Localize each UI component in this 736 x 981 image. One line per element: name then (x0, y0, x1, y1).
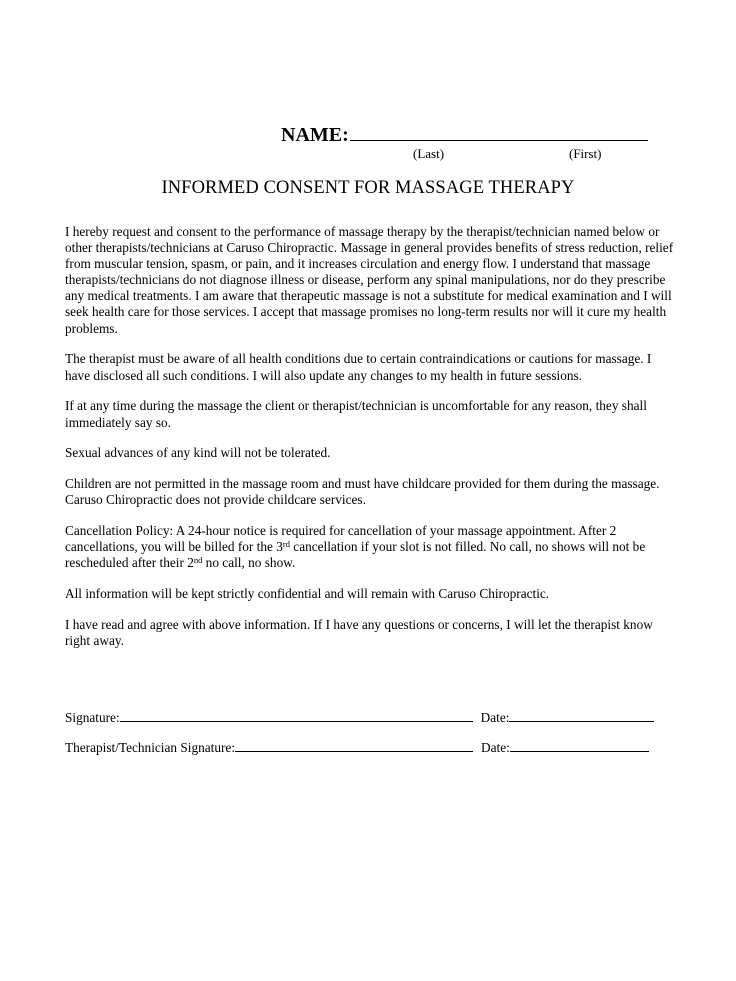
date-line[interactable] (509, 710, 654, 722)
paragraph-children: Children are not permitted in the massage room and must have childcare provided for them during the massage. Caruso Chiropractic does not provide childcare services. (65, 476, 660, 508)
name-label: NAME: (281, 124, 349, 146)
paragraph-health-conditions: The therapist must be aware of all health conditions due to certain contraindications or cautions for massage. I have disclosed all such conditions. I will also update any changes to my health in future sessions. (65, 351, 652, 383)
name-blank-line[interactable] (350, 124, 648, 141)
therapist-signature-label: Therapist/Technician Signature: (65, 740, 236, 755)
therapist-signature-line[interactable] (235, 740, 473, 752)
signature-line[interactable] (120, 710, 473, 722)
therapist-date-line[interactable] (510, 740, 649, 752)
ordinal-suffix-nd: nd (193, 555, 203, 566)
therapist-signature-row (65, 740, 649, 756)
last-name-caption: (Last) (413, 146, 445, 161)
paragraph-confidential: All information will be kept strictly confidential and will remain with Caruso Chiropractic. (65, 586, 550, 602)
client-signature-row (65, 710, 654, 726)
cancellation-text-2: cancellation if your slot is not filled. No call, no shows will not be rescheduled after their 2 (65, 539, 646, 571)
date-label: Date: (480, 710, 510, 725)
document-title: INFORMED CONSENT FOR MASSAGE THERAPY (161, 178, 575, 198)
therapist-date-label: Date: (481, 740, 510, 755)
paragraph-consent: I hereby request and consent to the performance of massage therapy by the therapist/technician named below or other therapists/technicians at Caruso Chiropractic. Massage in general provides benefits of stress reduction, relief from muscular tension, spasm, or pain, and it increases circulation and energy flow. I understand that massage therapists/technicians do not diagnose illness or disease, perform any spinal manipulations, nor do they prescribe any medical treatments. I am aware that therapeutic massage is not a substitute for medical examination and I will seek health care for those services. I accept that massage promises no long-term results nor will it cure my health problems. (65, 224, 674, 336)
cancellation-text-3: no call, no show. (202, 555, 296, 571)
cancellation-text-1: Cancellation Policy: A 24-hour notice is required for cancellation of your massage appointment. After 2 cancellations, you will be billed for the 3 (65, 523, 617, 555)
paragraph-sexual-advances: Sexual advances of any kind will not be tolerated. (65, 445, 331, 461)
paragraph-agreement: I have read and agree with above information. If I have any questions or concerns, I will let the therapist know right away. (65, 617, 653, 649)
consent-body (65, 224, 677, 664)
ordinal-suffix-rd: rd (282, 539, 290, 550)
signature-label: Signature: (65, 710, 120, 725)
name-field-row (281, 124, 648, 147)
paragraph-cancellation-policy (65, 523, 677, 571)
paragraph-discomfort: If at any time during the massage the client or therapist/technician is uncomfortable for any reason, they shall immediately say so. (65, 398, 647, 430)
first-name-caption: (First) (569, 146, 602, 161)
